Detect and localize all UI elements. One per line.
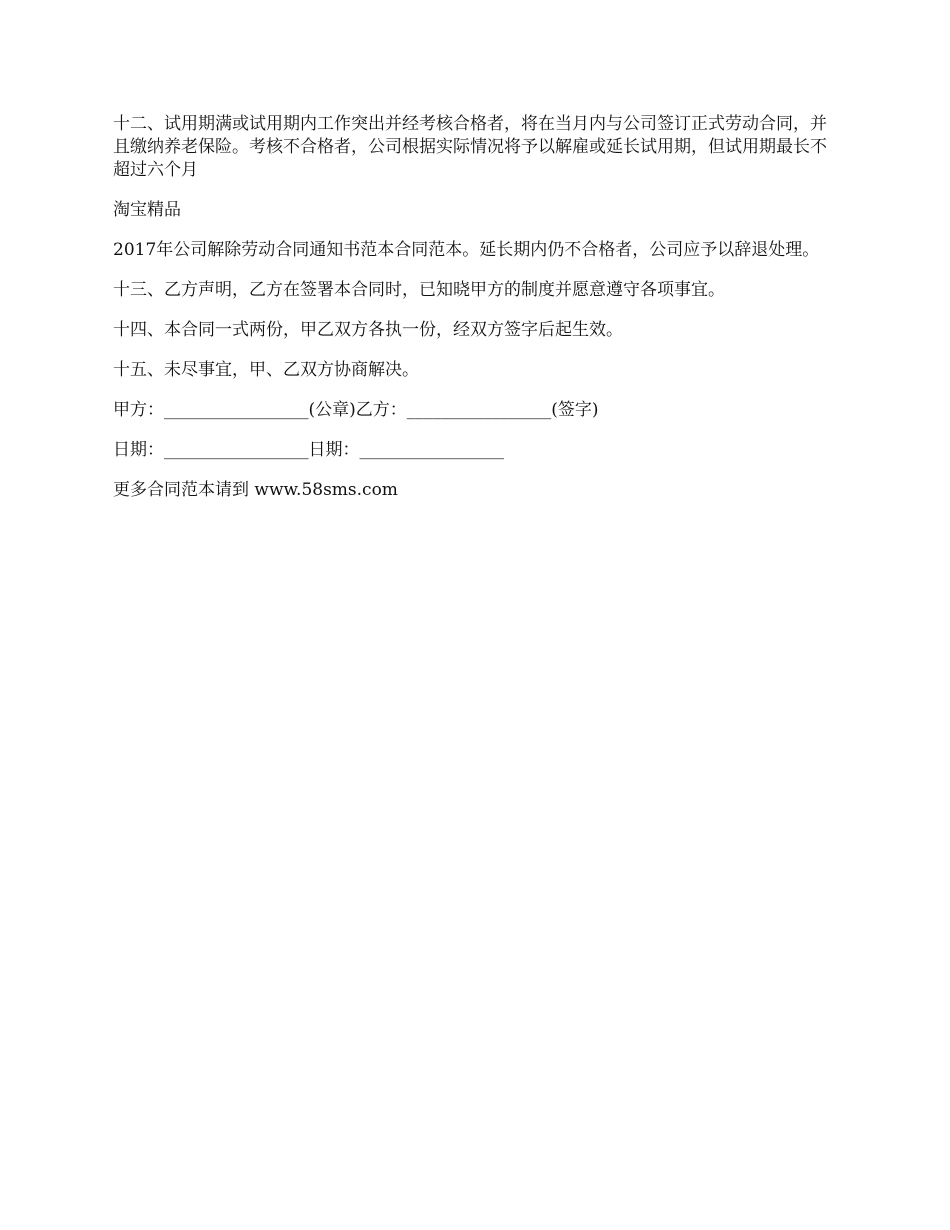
document-body (113, 113, 843, 519)
taobao-label-paragraph: 淘宝精品 (113, 200, 181, 220)
clause-15-paragraph: 十五、未尽事宜，甲、乙双方协商解决。 (113, 360, 419, 380)
notice-paragraph: 2017年公司解除劳动合同通知书范本合同范本。延长期内仍不合格者，公司应予以辞退处理。 (113, 240, 820, 260)
clause-12-paragraph: 十二、试用期满或试用期内工作突出并经考核合格者，将在当月内与公司签订正式劳动合同，并且缴纳养老保险。考核不合格者，公司根据实际情况将予以解雇或延长试用期，但试用期最长不超过六个月 (113, 114, 827, 180)
more-templates-footer: 更多合同范本请到 www.58sms.com (113, 480, 398, 500)
party-signature-line: 甲方：_________________(公章)乙方：_________________(签字) (113, 400, 599, 420)
clause-13-paragraph: 十三、乙方声明，乙方在签署本合同时，已知晓甲方的制度并愿意遵守各项事宜。 (113, 280, 725, 300)
date-signature-line: 日期：_________________日期：_________________ (113, 440, 504, 460)
clause-14-paragraph: 十四、本合同一式两份，甲乙双方各执一份，经双方签字后起生效。 (113, 320, 623, 340)
